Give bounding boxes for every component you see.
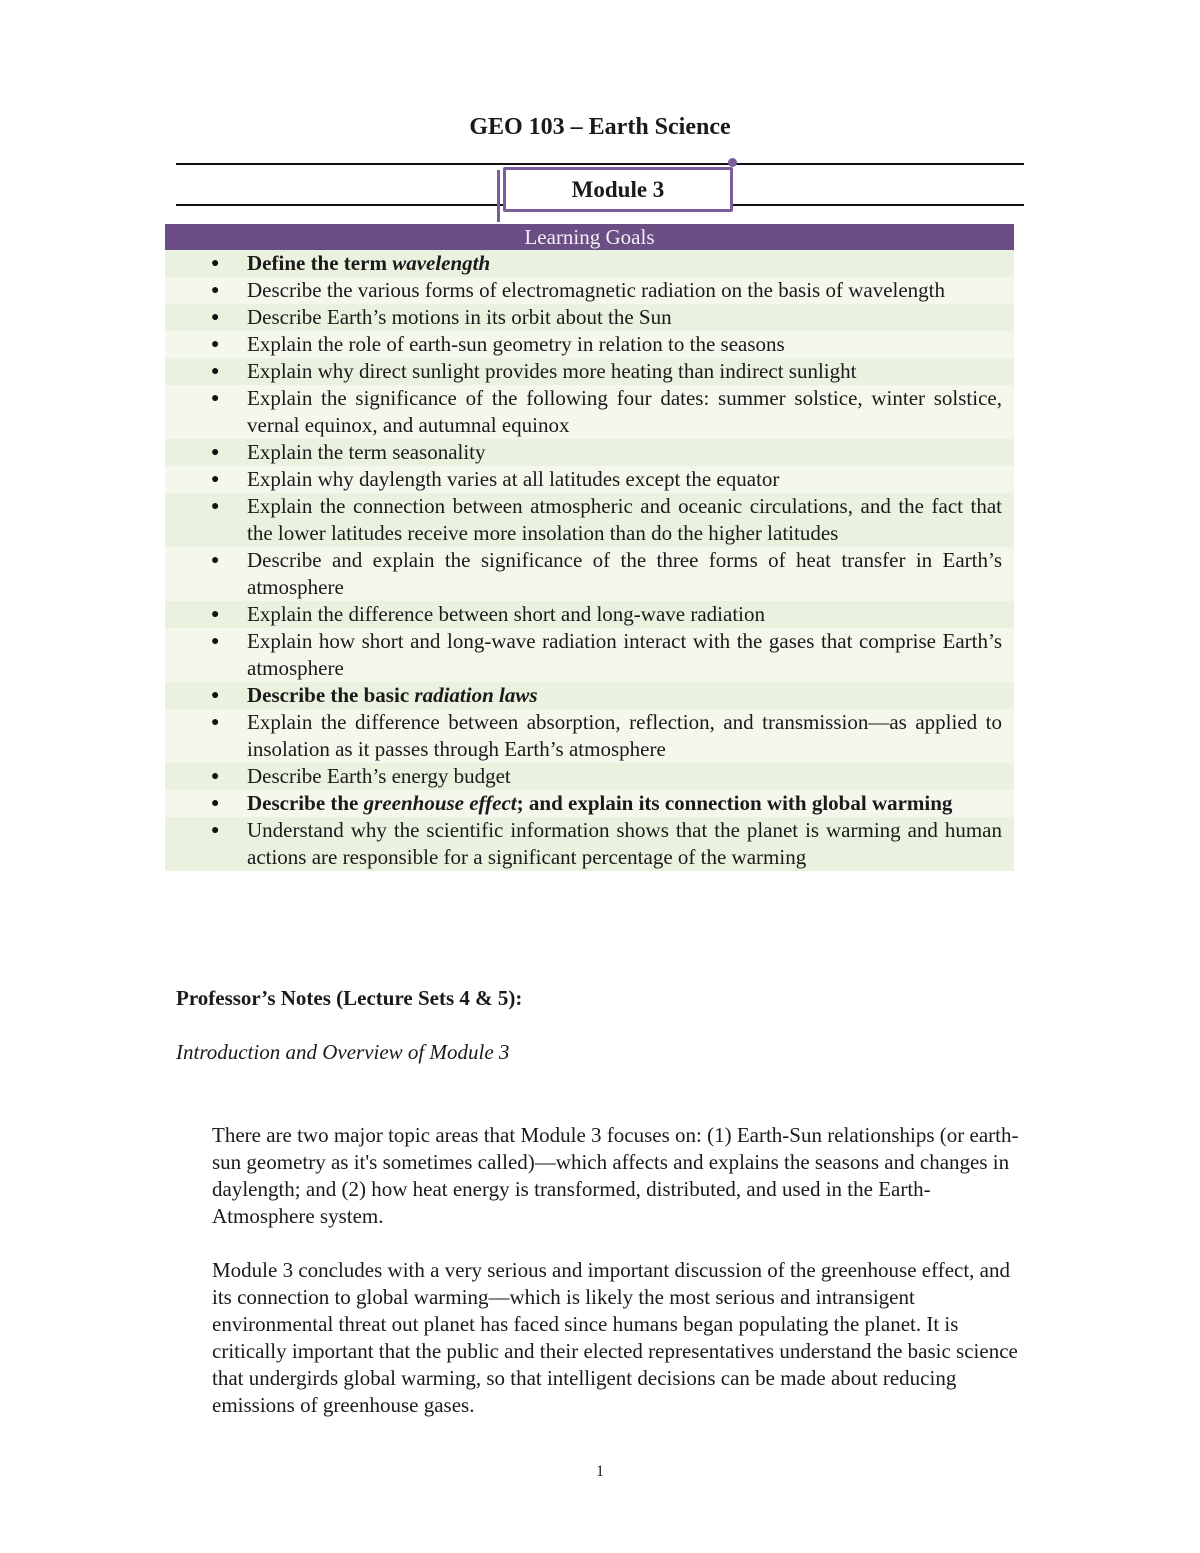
learning-goal-text: Explain the connection between atmospheric and oceanic circulations, and the fact that the lower latitudes receive more insolation than do the higher latitudes xyxy=(247,494,1002,545)
learning-goal-term: greenhouse effect xyxy=(363,791,517,815)
notes-heading: Professor’s Notes (Lecture Sets 4 & 5): xyxy=(176,986,523,1010)
learning-goal-text: Explain the difference between short and long-wave radiation xyxy=(247,602,765,626)
learning-goals-list xyxy=(165,250,1014,871)
header-rule-top xyxy=(176,163,1024,165)
learning-goal-item xyxy=(165,331,1014,358)
learning-goal-item xyxy=(165,439,1014,466)
learning-goal-term: wavelength xyxy=(392,251,491,275)
learning-goals-header: Learning Goals xyxy=(165,224,1014,250)
learning-goal-item xyxy=(165,628,1014,682)
learning-goal-text: Explain the role of earth-sun geometry in relation to the seasons xyxy=(247,332,785,356)
learning-goal-text: Describe the xyxy=(247,791,364,815)
overview-paragraph-2: Module 3 concludes with a very serious and important discussion of the greenhouse effect, and its connection to global warming—which is likely the most serious and intransigent environmental threat out planet has faced since humans began populating the planet. It is critically important that the public and their elected representatives understand the basic science that undergirds global warming, so that intelligent decisions can be made about reducing emissions of greenhouse gases. xyxy=(212,1258,1018,1417)
learning-goal-text: Explain the term seasonality xyxy=(247,440,486,464)
module-label: Module 3 xyxy=(571,176,665,202)
learning-goal-item xyxy=(165,790,1014,817)
overview-paragraph-1: There are two major topic areas that Module 3 focuses on: (1) Earth-Sun relationships (or earth-sun geometry as it's sometimes called)—which affects and explains the seasons and changes in daylength; and (2) how heat energy is transformed, distributed, and used in the Earth-Atmosphere system. xyxy=(212,1123,1019,1228)
learning-goal-text: Describe and explain the significance of the three forms of heat transfer in Earth’s atmosphere xyxy=(247,548,1002,599)
module-label-box xyxy=(503,167,733,212)
learning-goal-item xyxy=(165,493,1014,547)
page-title: GEO 103 – Earth Science xyxy=(469,114,731,140)
learning-goal-text: Understand why the scientific information shows that the planet is warming and human actions are responsible for a significant percentage of the warming xyxy=(247,818,1002,869)
learning-goal-item xyxy=(165,601,1014,628)
learning-goal-term: radiation laws xyxy=(414,683,538,707)
learning-goal-text: Explain the significance of the following four dates: summer solstice, winter solstice, vernal equinox, and autumnal equinox xyxy=(247,386,1002,437)
learning-goal-item xyxy=(165,385,1014,439)
learning-goal-item xyxy=(165,709,1014,763)
page-number: 1 xyxy=(596,1463,604,1480)
learning-goal-text: Describe Earth’s motions in its orbit about the Sun xyxy=(247,305,672,329)
learning-goal-item xyxy=(165,358,1014,385)
learning-goal-item xyxy=(165,277,1014,304)
learning-goal-text: Explain the difference between absorption, reflection, and transmission—as applied to insolation as it passes through Earth’s atmosphere xyxy=(247,710,1002,761)
learning-goal-item xyxy=(165,466,1014,493)
learning-goal-item xyxy=(165,250,1014,277)
learning-goal-text: Explain how short and long-wave radiation interact with the gases that comprise Earth’s atmosphere xyxy=(247,629,1002,680)
learning-goal-text: Define the term xyxy=(247,251,393,275)
learning-goal-text: Describe the basic xyxy=(247,683,415,707)
learning-goals-table xyxy=(165,224,1014,871)
learning-goal-text: Describe Earth’s energy budget xyxy=(247,764,511,788)
module-box-handle xyxy=(728,158,737,167)
learning-goal-text: Explain why direct sunlight provides more heating than indirect sunlight xyxy=(247,359,857,383)
learning-goal-item xyxy=(165,682,1014,709)
learning-goal-item xyxy=(165,763,1014,790)
learning-goal-item xyxy=(165,817,1014,871)
learning-goal-item xyxy=(165,304,1014,331)
notes-subheading: Introduction and Overview of Module 3 xyxy=(176,1040,510,1064)
learning-goal-item xyxy=(165,547,1014,601)
learning-goal-text: Explain why daylength varies at all latitudes except the equator xyxy=(247,467,780,491)
learning-goal-text: Describe the various forms of electromagnetic radiation on the basis of wavelength xyxy=(247,278,946,302)
learning-goal-text-tail: ; and explain its connection with global warming xyxy=(516,791,953,815)
module-box-accent xyxy=(497,170,500,222)
